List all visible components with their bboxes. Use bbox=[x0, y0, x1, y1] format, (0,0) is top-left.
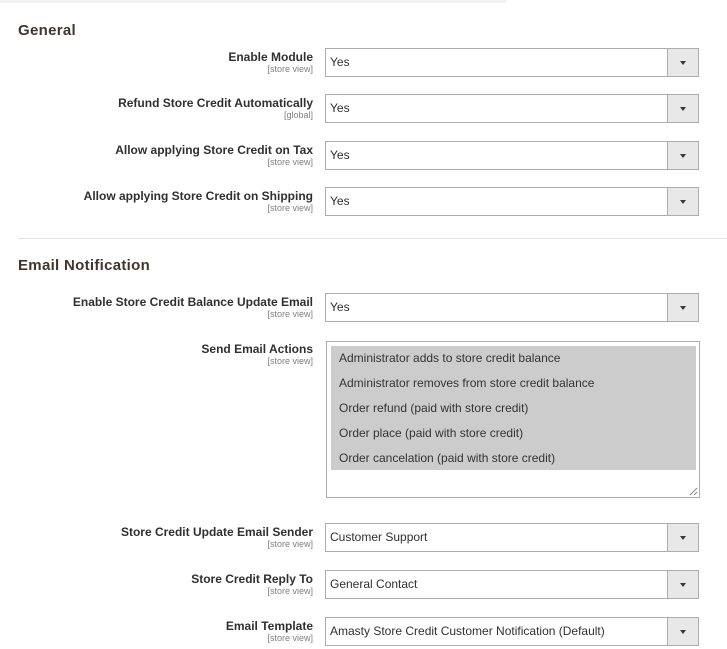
select-email-template[interactable] bbox=[325, 617, 699, 646]
option-admin-adds[interactable]: Administrator adds to store credit balance bbox=[339, 351, 561, 365]
field-label-reply-to: Store Credit Reply To bbox=[191, 572, 313, 586]
field-label-group bbox=[191, 572, 313, 596]
select-enable-email[interactable] bbox=[325, 293, 699, 322]
field-label-group bbox=[115, 143, 313, 167]
select-value: Amasty Store Credit Customer Notification (Default) bbox=[330, 624, 605, 638]
field-scope-apply-shipping: [store view] bbox=[267, 203, 313, 213]
select-value: Yes bbox=[330, 55, 350, 69]
chevron-down-icon bbox=[680, 61, 686, 65]
select-arrow-button[interactable] bbox=[667, 142, 698, 169]
field-scope-send-actions: [store view] bbox=[267, 356, 313, 366]
field-scope-template: [store view] bbox=[267, 633, 313, 643]
select-value: Yes bbox=[330, 101, 350, 115]
option-admin-removes[interactable]: Administrator removes from store credit balance bbox=[339, 376, 595, 390]
select-value: Yes bbox=[330, 194, 350, 208]
chevron-down-icon bbox=[680, 154, 686, 158]
select-value: General Contact bbox=[330, 577, 418, 591]
select-arrow-button[interactable] bbox=[667, 49, 698, 76]
select-value: Customer Support bbox=[330, 530, 428, 544]
selected-options-group bbox=[331, 346, 696, 470]
multiselect-send-email-actions[interactable] bbox=[326, 341, 700, 498]
select-enable-module[interactable] bbox=[325, 48, 699, 77]
field-scope-enable-module: [store view] bbox=[267, 64, 313, 74]
field-label-apply-tax: Allow applying Store Credit on Tax bbox=[115, 143, 313, 157]
select-arrow-button[interactable] bbox=[667, 95, 698, 122]
chevron-down-icon bbox=[680, 630, 686, 634]
field-scope-sender: [store view] bbox=[267, 539, 313, 549]
field-label-enable-email: Enable Store Credit Balance Update Email bbox=[72, 295, 313, 309]
field-label-group bbox=[84, 189, 313, 213]
field-scope-refund-auto: [global] bbox=[283, 110, 313, 120]
select-arrow-button[interactable] bbox=[667, 188, 698, 215]
select-arrow-button[interactable] bbox=[667, 571, 698, 598]
select-refund-auto[interactable] bbox=[325, 94, 699, 123]
field-label-group bbox=[73, 295, 313, 319]
chevron-down-icon bbox=[680, 583, 686, 587]
select-apply-tax[interactable] bbox=[325, 141, 699, 170]
field-scope-apply-tax: [store view] bbox=[267, 157, 313, 167]
select-arrow-button[interactable] bbox=[667, 618, 698, 645]
field-label-sender: Store Credit Update Email Sender bbox=[120, 525, 313, 539]
option-order-refund[interactable]: Order refund (paid with store credit) bbox=[339, 401, 529, 415]
field-label-enable-module: Enable Module bbox=[228, 50, 313, 64]
field-label-send-actions: Send Email Actions bbox=[201, 342, 313, 356]
select-reply-to[interactable] bbox=[325, 570, 699, 599]
select-value: Yes bbox=[330, 300, 350, 314]
option-order-cancelation[interactable]: Order cancelation (paid with store credit) bbox=[339, 451, 556, 465]
section-title-email-notification: Email Notification bbox=[18, 257, 151, 274]
select-arrow-button[interactable] bbox=[667, 524, 698, 551]
field-label-group bbox=[201, 342, 313, 366]
field-label-refund-auto: Refund Store Credit Automatically bbox=[118, 96, 313, 110]
chevron-down-icon bbox=[680, 107, 686, 111]
resize-handle-icon[interactable] bbox=[689, 487, 698, 496]
chevron-down-icon bbox=[680, 536, 686, 540]
top-border bbox=[0, 0, 506, 3]
option-order-place[interactable]: Order place (paid with store credit) bbox=[339, 426, 524, 440]
field-label-template: Email Template bbox=[225, 619, 313, 633]
field-label-group bbox=[118, 96, 313, 120]
field-scope-reply-to: [store view] bbox=[267, 586, 313, 596]
field-scope-enable-email: [store view] bbox=[267, 309, 313, 319]
field-label-apply-shipping: Allow applying Store Credit on Shipping bbox=[83, 189, 313, 203]
select-email-sender[interactable] bbox=[325, 523, 699, 552]
field-label-group bbox=[228, 50, 313, 74]
select-apply-shipping[interactable] bbox=[325, 187, 699, 216]
select-arrow-button[interactable] bbox=[667, 294, 698, 321]
section-title-general: General bbox=[18, 22, 76, 39]
chevron-down-icon bbox=[680, 306, 686, 310]
field-label-group bbox=[121, 525, 313, 549]
select-value: Yes bbox=[330, 148, 350, 162]
chevron-down-icon bbox=[680, 200, 686, 204]
field-label-group bbox=[226, 619, 313, 643]
section-divider bbox=[18, 238, 727, 239]
